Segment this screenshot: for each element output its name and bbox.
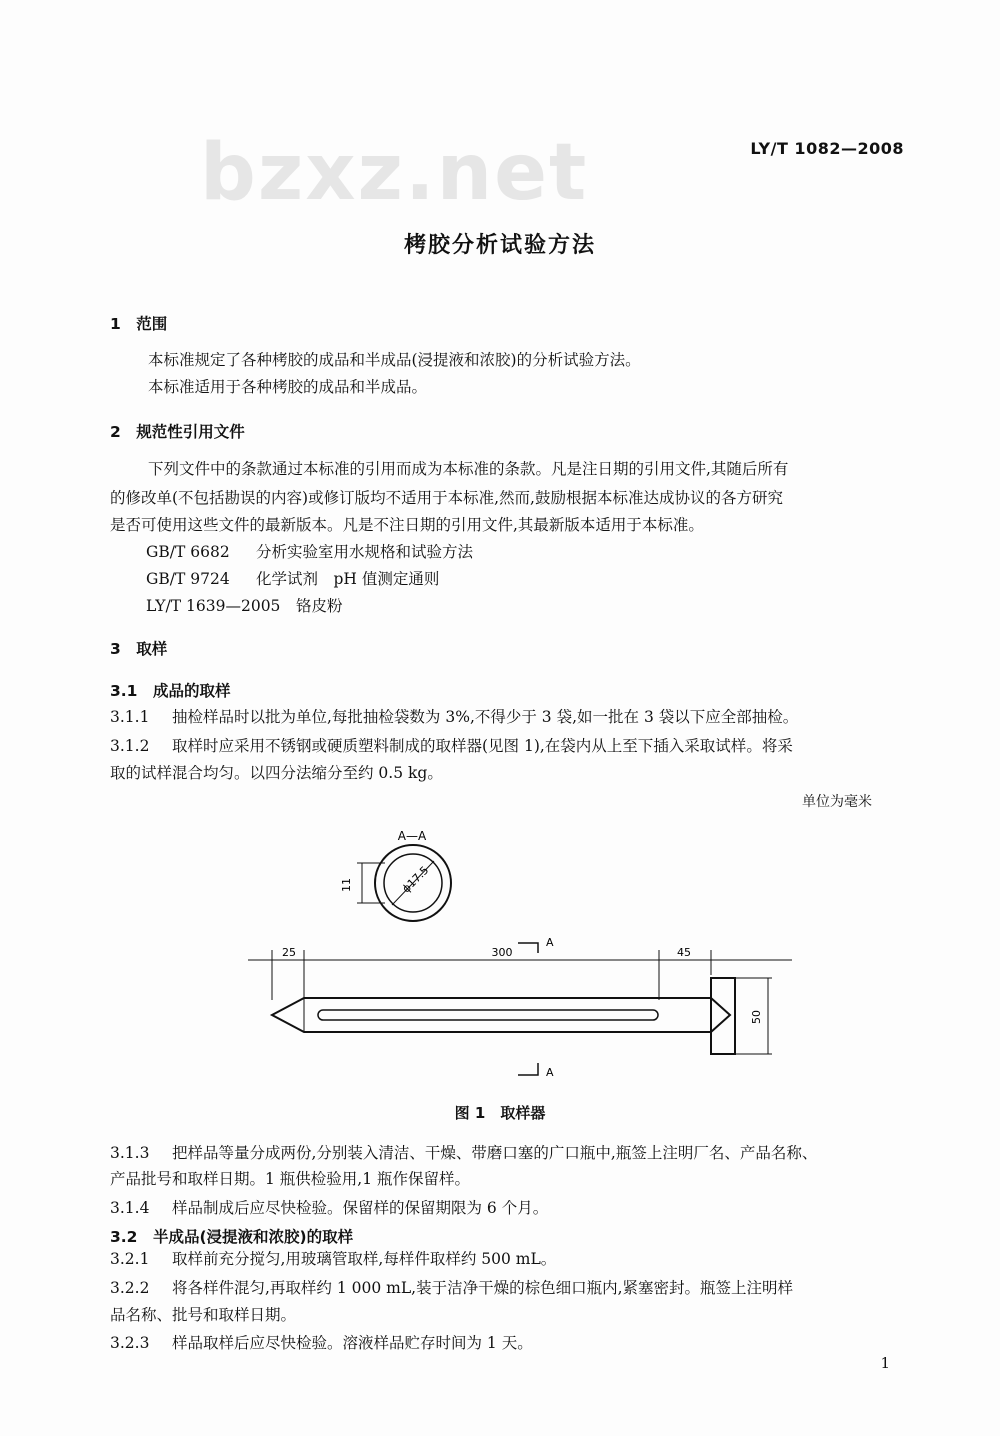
reference-code: GB/T 9724: [146, 570, 230, 588]
clause-3-2-3: [110, 1330, 533, 1356]
tube-body: [272, 998, 730, 1032]
cut-label: A: [546, 1066, 554, 1079]
dim-11: 11: [340, 878, 353, 892]
clause-3-1-3: [110, 1140, 817, 1166]
dim-phi: ϕ17.5: [399, 863, 432, 896]
clause-3-2-2: [110, 1275, 793, 1301]
section-2-heading: 2 规范性引用文件: [110, 423, 245, 441]
clause-text: 取样时应采用不锈钢或硬质塑料制成的取样器(见图 1),在袋内从上至下插入采取试样。将采: [172, 737, 793, 755]
clause-text: 样品取样后应尽快检验。溶液样品贮存时间为 1 天。: [172, 1334, 533, 1352]
reference-title: 分析实验室用水规格和试验方法: [256, 543, 474, 561]
cut-label: A: [546, 936, 554, 949]
sec2-para-line-2: 的修改单(不包括勘误的内容)或修订版均不适用于本标准,然而,鼓励根据本标准达成协议的各方研究: [110, 489, 783, 507]
section-3-2-heading: 3.2 半成品(浸提液和浓胶)的取样: [110, 1228, 354, 1246]
standard-code: LY/T 1082—2008: [750, 139, 904, 158]
reference-title: 铬皮粉: [296, 597, 343, 615]
dim-50: 50: [750, 1010, 763, 1024]
clause-3-1-2-cont: 取的试样混合均匀。以四分法缩分至约 0.5 kg。: [110, 764, 443, 782]
figure-caption: 图 1 取样器: [454, 1104, 546, 1122]
clause-3-2-2-cont: 品名称、批号和取样日期。: [110, 1306, 297, 1324]
clause-number: 3.1.4: [110, 1199, 150, 1217]
reference-code: LY/T 1639—2005: [146, 597, 281, 615]
sec1-line-2: 本标准适用于各种栲胶的成品和半成品。: [148, 378, 428, 396]
sec2-para-line-3: 是否可使用这些文件的最新版本。凡是不注日期的引用文件,其最新版本适用于本标准。: [110, 516, 704, 534]
page-number: 1: [880, 1354, 890, 1372]
clause-3-2-1: [110, 1246, 556, 1272]
clause-3-1-4: [110, 1195, 548, 1221]
sec2-para-line-1: 下列文件中的条款通过本标准的引用而成为本标准的条款。凡是注日期的引用文件,其随后所有: [148, 460, 789, 478]
section-1-heading: 1 范围: [110, 315, 168, 333]
sec1-line-1: 本标准规定了各种栲胶的成品和半成品(浸提液和浓胶)的分析试验方法。: [148, 351, 641, 369]
cut-marker: [518, 1063, 538, 1075]
figure-unit-note: 单位为毫米: [802, 794, 872, 810]
handle: [711, 978, 735, 1054]
clause-text: 抽检样品时以批为单位,每批抽检袋数为 3%,不得少于 3 袋,如一批在 3 袋以下应全部抽检。: [172, 708, 799, 726]
section-3-heading: 3 取样: [110, 640, 168, 658]
tube-slot: [318, 1010, 658, 1020]
clause-number: 3.2.2: [110, 1279, 150, 1297]
clause-number: 3.1.2: [110, 737, 150, 755]
section-label: A—A: [397, 829, 427, 843]
clause-number: 3.2.3: [110, 1334, 150, 1352]
clause-text: 把样品等量分成两份,分别装入清洁、干燥、带磨口塞的广口瓶中,瓶签上注明厂名、产品名称、: [172, 1144, 818, 1162]
reference-title: 化学试剂 pH 值测定通则: [256, 570, 440, 588]
clause-text: 样品制成后应尽快检验。保留样的保留期限为 6 个月。: [172, 1199, 549, 1217]
clause-text: 取样前充分搅匀,用玻璃管取样,每样件取样约 500 mL。: [172, 1250, 557, 1268]
clause-3-1-3-cont: 产品批号和取样日期。1 瓶供检验用,1 瓶作保留样。: [110, 1170, 471, 1188]
clause-number: 3.1.3: [110, 1144, 150, 1162]
cut-marker: [518, 943, 538, 953]
dim-25: 25: [282, 946, 296, 959]
clause-text: 将各样件混匀,再取样约 1 000 mL,装于洁净干燥的棕色细口瓶内,紧塞密封。瓶签上注明样: [172, 1279, 794, 1297]
dim-45: 45: [677, 946, 691, 959]
dim-300: 300: [491, 946, 513, 959]
page-title: 栲胶分析试验方法: [403, 233, 596, 258]
section-3-1-heading: 3.1 成品的取样: [110, 682, 231, 700]
watermark: bzxz.net: [200, 128, 589, 218]
reference-code: GB/T 6682: [146, 543, 230, 561]
clause-number: 3.1.1: [110, 708, 150, 726]
clause-number: 3.2.1: [110, 1250, 150, 1268]
